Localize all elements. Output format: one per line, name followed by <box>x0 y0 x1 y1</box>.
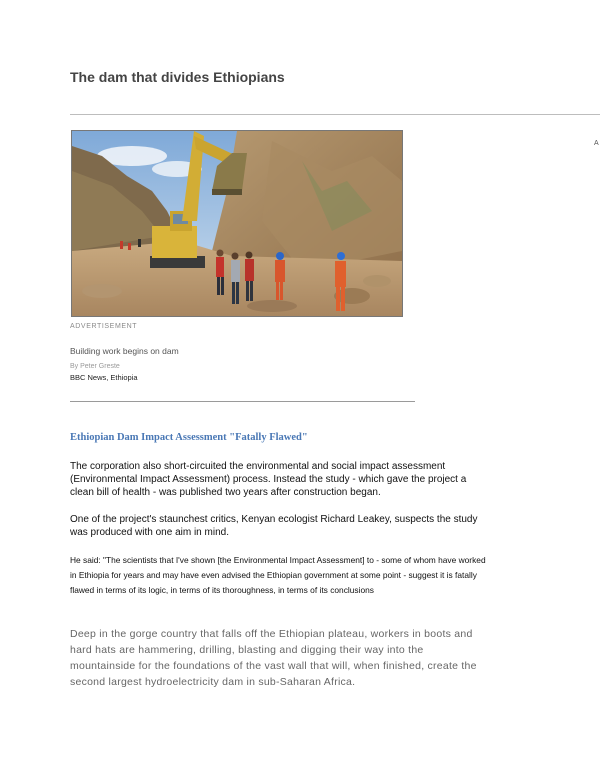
section-subheading: Ethiopian Dam Impact Assessment "Fatally Flawed" <box>70 432 308 443</box>
quote-paragraph: He said: "The scientists that I've shown [the Environmental Impact Assessment] to - some of whom have worked in Ethiopia for years and may have even advised the Ethiopian government at some point - suggest it is fatally flawed in terms of its logic, in terms of its thoroughness, in terms of its conclusions <box>70 555 486 595</box>
paragraph: Deep in the gorge country that falls off the Ethiopian plateau, workers in boots and hard hats are hammering, drilling, blasting and digging their way into the mountainside for the foundations of the vast wall that will, when finished, create the second largest hydroelectricity dam in sub-Saharan Africa. <box>70 628 477 688</box>
article-photo <box>71 130 403 317</box>
news-source: BBC News, Ethiopia <box>70 373 138 382</box>
advertisement-label: ADVERTISEMENT <box>70 323 138 330</box>
section-divider <box>70 401 415 402</box>
byline: By Peter Greste <box>70 363 120 370</box>
paragraph: The corporation also short-circuited the environmental and social impact assessment (Environmental Impact Assessment) process. Instead the study - which gave the project a clean bill of health - was published two years after construction began. <box>70 461 467 498</box>
paragraph: One of the project's staunchest critics, Kenyan ecologist Richard Leakey, suspects the study was produced with one aim in mind. <box>70 514 478 538</box>
dam-construction-illustration <box>72 131 402 316</box>
header-divider <box>70 114 600 115</box>
cropped-edge-text: A <box>594 140 599 147</box>
photo-caption: Building work begins on dam <box>70 346 179 356</box>
article-title: The dam that divides Ethiopians <box>70 69 285 85</box>
